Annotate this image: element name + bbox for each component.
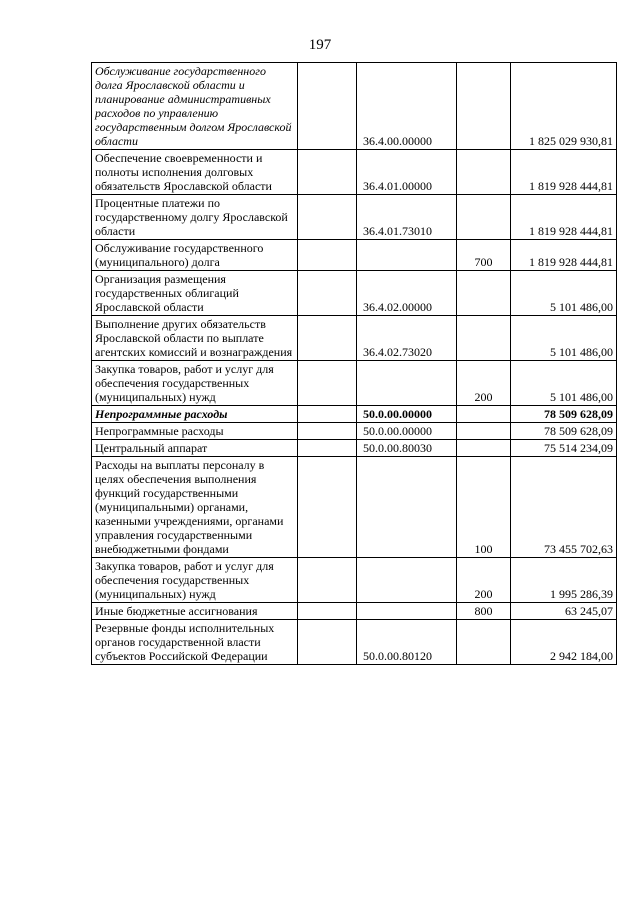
row-name-cell: Расходы на выплаты персоналу в целях обеспечения выполнения функций государственными (муниципальными) органами, казенными учреждениями, органами управления государственными внебюджетными фондами: [92, 457, 298, 558]
row-name-cell: Организация размещения государственных облигаций Ярославской области: [92, 271, 298, 316]
row-type-cell: [457, 440, 511, 457]
row-name-cell: Непрограммные расходы: [92, 406, 298, 423]
row-name-cell: Закупка товаров, работ и услуг для обеспечения государственных (муниципальных) нужд: [92, 558, 298, 603]
table-row: [92, 457, 617, 558]
row-type-cell: [457, 620, 511, 665]
row-blank-cell: [298, 150, 357, 195]
row-code-cell: 50.0.00.00000: [357, 406, 457, 423]
row-type-cell: 800: [457, 603, 511, 620]
row-amount-cell: 1 825 029 930,81: [511, 63, 617, 150]
row-type-cell: [457, 271, 511, 316]
row-blank-cell: [298, 271, 357, 316]
row-name-cell: Обеспечение своевременности и полноты исполнения долговых обязательств Ярославской области: [92, 150, 298, 195]
row-blank-cell: [298, 406, 357, 423]
row-blank-cell: [298, 440, 357, 457]
row-type-cell: [457, 406, 511, 423]
table-row: [92, 316, 617, 361]
row-code-cell: 50.0.00.80030: [357, 440, 457, 457]
row-code-cell: [357, 603, 457, 620]
row-blank-cell: [298, 240, 357, 271]
row-blank-cell: [298, 457, 357, 558]
row-code-cell: 36.4.01.00000: [357, 150, 457, 195]
row-type-cell: [457, 195, 511, 240]
row-amount-cell: 5 101 486,00: [511, 316, 617, 361]
table-row: [92, 440, 617, 457]
row-amount-cell: 1 819 928 444,81: [511, 150, 617, 195]
row-amount-cell: 1 819 928 444,81: [511, 240, 617, 271]
row-name-cell: Выполнение других обязательств Ярославской области по выплате агентских комиссий и вознаграждения: [92, 316, 298, 361]
row-amount-cell: 5 101 486,00: [511, 361, 617, 406]
row-type-cell: [457, 423, 511, 440]
row-name-cell: Непрограммные расходы: [92, 423, 298, 440]
row-amount-cell: 2 942 184,00: [511, 620, 617, 665]
row-name-cell: Закупка товаров, работ и услуг для обеспечения государственных (муниципальных) нужд: [92, 361, 298, 406]
row-code-cell: [357, 361, 457, 406]
table-row: [92, 423, 617, 440]
row-amount-cell: 75 514 234,09: [511, 440, 617, 457]
row-amount-cell: 78 509 628,09: [511, 406, 617, 423]
row-type-cell: [457, 150, 511, 195]
table-row: [92, 271, 617, 316]
row-amount-cell: 1 819 928 444,81: [511, 195, 617, 240]
table-row: [92, 240, 617, 271]
row-blank-cell: [298, 316, 357, 361]
row-name-cell: Иные бюджетные ассигнования: [92, 603, 298, 620]
row-blank-cell: [298, 195, 357, 240]
table-row: [92, 620, 617, 665]
row-code-cell: 36.4.02.73020: [357, 316, 457, 361]
row-name-cell: Центральный аппарат: [92, 440, 298, 457]
row-type-cell: 100: [457, 457, 511, 558]
budget-table-body: [92, 63, 617, 665]
row-type-cell: 200: [457, 558, 511, 603]
row-type-cell: 700: [457, 240, 511, 271]
row-amount-cell: 73 455 702,63: [511, 457, 617, 558]
row-amount-cell: 63 245,07: [511, 603, 617, 620]
row-blank-cell: [298, 620, 357, 665]
row-code-cell: 36.4.01.73010: [357, 195, 457, 240]
table-row: [92, 195, 617, 240]
table-row: [92, 558, 617, 603]
row-name-cell: Процентные платежи по государственному долгу Ярославской области: [92, 195, 298, 240]
table-row: [92, 406, 617, 423]
row-code-cell: 36.4.02.00000: [357, 271, 457, 316]
row-amount-cell: 5 101 486,00: [511, 271, 617, 316]
row-type-cell: [457, 316, 511, 361]
row-name-cell: Обслуживание государственного долга Ярославской области и планирование административных расходов по управлению государственным долгом Ярославской области: [92, 63, 298, 150]
table-row: [92, 361, 617, 406]
page-number: 197: [308, 37, 332, 53]
table-row: [92, 150, 617, 195]
row-blank-cell: [298, 63, 357, 150]
row-name-cell: Обслуживание государственного (муниципального) долга: [92, 240, 298, 271]
row-amount-cell: 1 995 286,39: [511, 558, 617, 603]
row-type-cell: [457, 63, 511, 150]
table-row: [92, 63, 617, 150]
row-code-cell: [357, 240, 457, 271]
row-code-cell: [357, 558, 457, 603]
row-blank-cell: [298, 423, 357, 440]
row-code-cell: 36.4.00.00000: [357, 63, 457, 150]
row-code-cell: 50.0.00.80120: [357, 620, 457, 665]
row-name-cell: Резервные фонды исполнительных органов государственной власти субъектов Российской Федерации: [92, 620, 298, 665]
row-amount-cell: 78 509 628,09: [511, 423, 617, 440]
row-type-cell: 200: [457, 361, 511, 406]
budget-table: [91, 62, 617, 665]
row-code-cell: [357, 457, 457, 558]
row-code-cell: 50.0.00.00000: [357, 423, 457, 440]
table-row: [92, 603, 617, 620]
row-blank-cell: [298, 558, 357, 603]
row-blank-cell: [298, 603, 357, 620]
row-blank-cell: [298, 361, 357, 406]
